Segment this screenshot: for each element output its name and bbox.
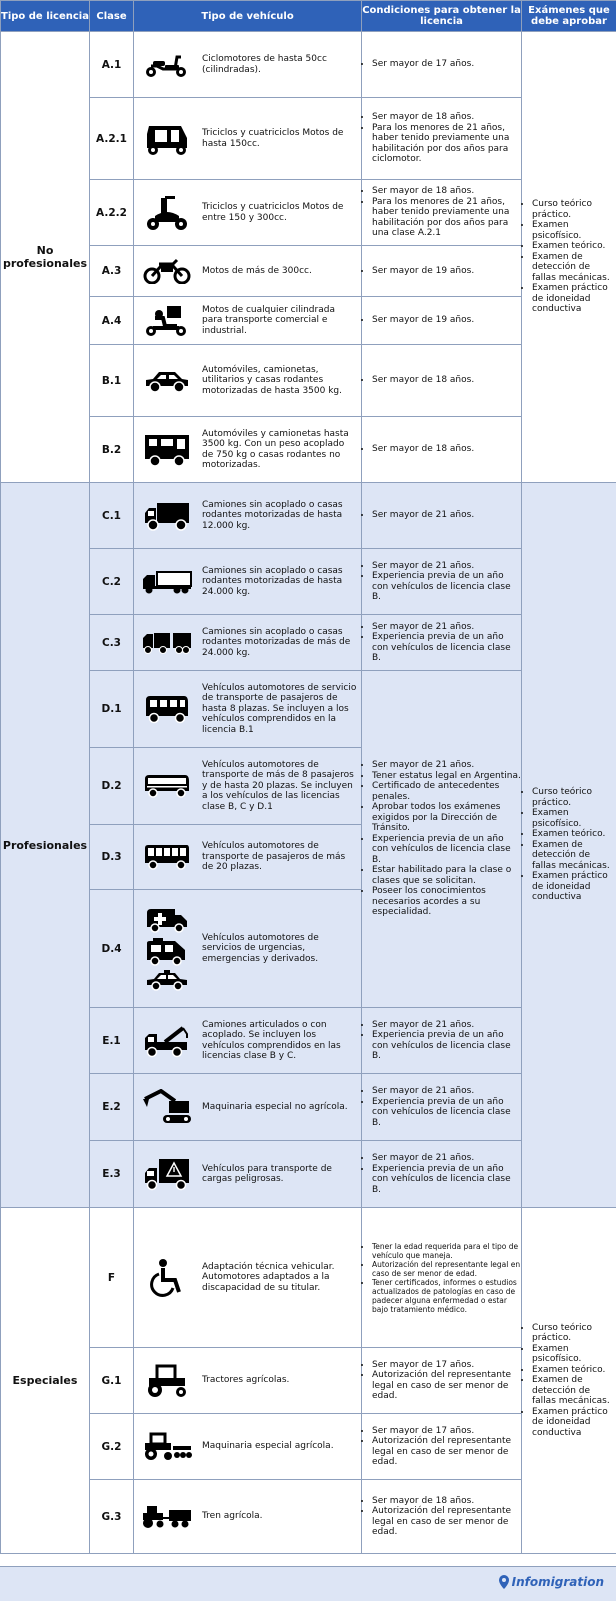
- vehicle-description: Vehículos automotores de servicio de transporte de pasajeros de hasta 8 plazas. Se incluyen a los vehículos comprendidos en la licencia B.1: [194, 683, 361, 736]
- condition-item: • Ser mayor de 19 años.: [372, 266, 521, 277]
- condition-item: • Ser mayor de 21 años.: [372, 1086, 521, 1097]
- emergency-van-icon: [145, 936, 189, 966]
- condition-item: • Ser mayor de 17 años.: [372, 59, 521, 70]
- class-code: G.2: [90, 1414, 134, 1480]
- vehicle-description: Triciclos y cuatriciclos Motos de hasta 150cc.: [194, 128, 361, 149]
- condition-item: • Experiencia previa de un año con vehículos de licencia clase B.: [372, 1164, 521, 1196]
- condition-item: • Autorización del representante legal en caso de ser menor de edad.: [372, 1260, 521, 1278]
- condition-item: • Ser mayor de 21 años.: [372, 1153, 521, 1164]
- vehicle-description: Vehículos automotores de servicios de urgencias, emergencias y derivados.: [194, 933, 361, 965]
- vehicle-description: Camiones sin acoplado o casas rodantes motorizadas de hasta 24.000 kg.: [194, 566, 361, 598]
- tractor-icon: [140, 1364, 194, 1398]
- conditions-list: [362, 59, 521, 70]
- conditions-list: [362, 186, 521, 239]
- van-icon: [140, 694, 194, 724]
- condition-item: • Ser mayor de 19 años.: [372, 315, 521, 326]
- vehicle-description: Tren agrícola.: [194, 1511, 267, 1522]
- exam-item: • Curso teórico práctico.: [532, 787, 616, 808]
- class-code: A.2.2: [90, 180, 134, 246]
- truck-trailer-icon: [140, 630, 194, 656]
- conditions-list: [362, 315, 521, 326]
- tuk-tuk-icon: [140, 122, 194, 156]
- condition-item: • Ser mayor de 18 años.: [372, 186, 521, 197]
- exam-item: • Examen de detección de fallas mecánicas.: [532, 252, 616, 284]
- class-code: D.4: [90, 890, 134, 1008]
- license-type-label: No profesionales: [1, 32, 90, 483]
- class-code: E.1: [90, 1008, 134, 1074]
- class-code: C.3: [90, 615, 134, 671]
- brand-name: Infomigration: [512, 1575, 604, 1589]
- vehicle-description: Motos de cualquier cilindrada para transporte comercial e industrial.: [194, 305, 361, 337]
- footer: [0, 1566, 616, 1601]
- condition-item: • Ser mayor de 21 años.: [372, 561, 521, 572]
- class-code: C.2: [90, 549, 134, 615]
- group-especiales: [1, 1208, 616, 1554]
- hazmat-truck-icon: [140, 1157, 194, 1191]
- group-no-profesionales: [1, 32, 616, 483]
- condition-item: • Ser mayor de 21 años.: [372, 622, 521, 633]
- exam-item: • Examen práctico de idoneidad conductiva: [532, 871, 616, 903]
- car-icon: [140, 368, 194, 394]
- truck-icon: [140, 501, 194, 531]
- class-code: B.1: [90, 345, 134, 417]
- condition-item: • Ser mayor de 21 años.: [372, 1020, 521, 1031]
- vehicle-description: Maquinaria especial agrícola.: [194, 1441, 338, 1452]
- conditions-list: [362, 1020, 521, 1062]
- exams-list: [522, 1323, 616, 1439]
- condition-item: • Ser mayor de 18 años.: [372, 444, 521, 455]
- exam-item: • Curso teórico práctico.: [532, 199, 616, 220]
- condition-item: • Experiencia previa de un año con vehículos de licencia clase B.: [372, 1097, 521, 1129]
- vehicle-description: Vehículos para transporte de cargas peligrosas.: [194, 1164, 361, 1185]
- conditions-list: [362, 1153, 521, 1195]
- exam-item: • Examen de detección de fallas mecánicas.: [532, 840, 616, 872]
- condition-item: • Autorización del representante legal en caso de ser menor de edad.: [372, 1506, 521, 1538]
- condition-item: • Ser mayor de 18 años.: [372, 375, 521, 386]
- conditions-list: [362, 112, 521, 165]
- class-code: A.2.1: [90, 98, 134, 180]
- condition-item: • Ser mayor de 17 años.: [372, 1360, 521, 1371]
- header-vehicle: Tipo de vehículo: [134, 1, 362, 32]
- header-class: Clase: [90, 1, 134, 32]
- farm-train-icon: [140, 1504, 194, 1530]
- header-row: [1, 1, 616, 32]
- condition-item: • Experiencia previa de un año con vehículos de licencia clase B.: [372, 632, 521, 664]
- condition-item: • Ser mayor de 21 años.: [372, 510, 521, 521]
- exam-item: • Examen psicofísico.: [532, 808, 616, 829]
- semi-truck-icon: [140, 569, 194, 595]
- exam-item: • Curso teórico práctico.: [532, 1323, 616, 1344]
- license-type-label: Profesionales: [1, 483, 90, 1208]
- group-profesionales: [1, 483, 616, 1208]
- header-type: Tipo de licencia: [1, 1, 90, 32]
- bus-icon: [140, 843, 194, 871]
- class-code: E.3: [90, 1141, 134, 1208]
- conditions-list: [362, 444, 521, 455]
- vehicle-description: Maquinaria especial no agrícola.: [194, 1102, 352, 1113]
- condition-item: • Ser mayor de 18 años.: [372, 112, 521, 123]
- exam-item: • Examen de detección de fallas mecánicas.: [532, 1375, 616, 1407]
- conditions-list: [362, 622, 521, 664]
- conditions-list: [362, 760, 521, 918]
- class-code: D.2: [90, 748, 134, 825]
- class-code: A.4: [90, 297, 134, 345]
- class-code: A.1: [90, 32, 134, 98]
- moped-icon: [140, 51, 194, 79]
- vehicle-description: Automóviles, camionetas, utilitarios y casas rodantes motorizadas de hasta 3500 kg.: [194, 365, 361, 397]
- vehicle-description: Ciclomotores de hasta 50cc (cilindradas).: [194, 54, 361, 75]
- minibus-icon: [140, 773, 194, 799]
- condition-item: • Tener la edad requerida para el tipo de vehículo que maneja.: [372, 1242, 521, 1260]
- exam-item: • Examen psicofísico.: [532, 1344, 616, 1365]
- condition-item: • Para los menores de 21 años, haber tenido previamente una habilitación por dos años para ciclomotor.: [372, 123, 521, 165]
- exam-item: • Examen práctico de idoneidad conductiva: [532, 1407, 616, 1439]
- class-code: D.3: [90, 825, 134, 890]
- condition-item: • Ser mayor de 17 años.: [372, 1426, 521, 1437]
- farm-machinery-icon: [140, 1432, 194, 1462]
- condition-item: • Autorización del representante legal en caso de ser menor de edad.: [372, 1370, 521, 1402]
- condition-item: • Experiencia previa de un año con vehículos de licencia clase B.: [372, 834, 521, 866]
- vehicle-description: Camiones articulados o con acoplado. Se incluyen los vehículos comprendidos en las licencias clase B y C.: [194, 1020, 361, 1062]
- conditions-list: [362, 1496, 521, 1538]
- vehicle-description: Camiones sin acoplado o casas rodantes motorizadas de hasta 12.000 kg.: [194, 500, 361, 532]
- vehicle-description: Adaptación técnica vehicular. Automotores adaptados a la discapacidad de su titular.: [194, 1262, 361, 1294]
- conditions-list: [362, 375, 521, 386]
- class-code: F: [90, 1208, 134, 1348]
- conditions-list: [362, 1360, 521, 1402]
- license-type-label: Especiales: [1, 1208, 90, 1554]
- condition-item: • Ser mayor de 21 años.: [372, 760, 521, 771]
- vehicle-description: Automóviles y camionetas hasta 3500 kg. Con un peso acoplado de 750 kg o casas rodantes no motorizadas.: [194, 429, 361, 471]
- vehicle-description: Vehículos automotores de transporte de más de 8 pasajeros y de hasta 20 plazas. Se incluyen a los vehículos de las licencias clase B, C y D.1: [194, 760, 361, 813]
- conditions-list: [362, 1426, 521, 1468]
- class-code: C.1: [90, 483, 134, 549]
- condition-item: • Certificado de antecedentes penales.: [372, 781, 521, 802]
- condition-item: • Experiencia previa de un año con vehículos de licencia clase B.: [372, 1030, 521, 1062]
- vehicle-description: Motos de más de 300cc.: [194, 266, 316, 277]
- condition-item: • Autorización del representante legal en caso de ser menor de edad.: [372, 1436, 521, 1468]
- exams-list: [522, 199, 616, 315]
- exam-item: • Examen psicofísico.: [532, 220, 616, 241]
- condition-item: • Tener estatus legal en Argentina.: [372, 771, 521, 782]
- condition-item: • Para los menores de 21 años, haber tenido previamente una habilitación por dos años para una clase A.2.1: [372, 197, 521, 239]
- class-code: D.1: [90, 671, 134, 748]
- location-pin-icon: [499, 1575, 509, 1589]
- table-row: [1, 32, 616, 98]
- conditions-list: [362, 1242, 521, 1314]
- ambulance-icon: [145, 907, 189, 933]
- exam-item: • Examen teórico.: [532, 829, 616, 840]
- class-code: B.2: [90, 417, 134, 483]
- class-code: E.2: [90, 1074, 134, 1141]
- class-code: A.3: [90, 246, 134, 297]
- condition-item: • Estar habilitado para la clase o clases que se solicitan.: [372, 865, 521, 886]
- exam-item: • Examen práctico de idoneidad conductiva: [532, 283, 616, 315]
- wheelchair-icon: [140, 1258, 194, 1298]
- exams-list: [522, 787, 616, 903]
- exam-item: • Examen teórico.: [532, 241, 616, 252]
- table-row: [1, 1208, 616, 1348]
- class-code: G.3: [90, 1480, 134, 1554]
- conditions-list: [362, 1086, 521, 1128]
- tow-truck-icon: [140, 1024, 194, 1058]
- conditions-list: [362, 510, 521, 521]
- class-code: G.1: [90, 1348, 134, 1414]
- scooter-quad-icon: [140, 194, 194, 232]
- motorcycle-icon: [140, 258, 194, 284]
- delivery-scooter-icon: [140, 304, 194, 338]
- motorhome-icon: [140, 433, 194, 467]
- brand-logo: [499, 1575, 604, 1589]
- header-exams: Exámenes que debe aprobar: [522, 1, 616, 32]
- vehicle-description: Camiones sin acoplado o casas rodantes motorizadas de más de 24.000 kg.: [194, 627, 361, 659]
- police-car-icon: [145, 969, 189, 991]
- condition-item: • Ser mayor de 18 años.: [372, 1496, 521, 1507]
- condition-item: • Experiencia previa de un año con vehículos de licencia clase B.: [372, 571, 521, 603]
- vehicle-description: Triciclos y cuatriciclos Motos de entre 150 y 300cc.: [194, 202, 361, 223]
- excavator-icon: [140, 1089, 194, 1125]
- condition-item: • Aprobar todos los exámenes exigidos por la Dirección de Tránsito.: [372, 802, 521, 834]
- condition-item: • Tener certificados, informes o estudios actualizados de patologías en caso de padecer alguna enfermedad o estar bajo tratamiento médico.: [372, 1278, 521, 1314]
- vehicle-description: Vehículos automotores de transporte de pasajeros de más de 20 plazas.: [194, 841, 361, 873]
- vehicle-description: Tractores agrícolas.: [194, 1375, 293, 1386]
- conditions-list: [362, 561, 521, 603]
- condition-item: • Poseer los conocimientos necesarios acordes a su especialidad.: [372, 886, 521, 918]
- conditions-list: [362, 266, 521, 277]
- table-row: [1, 483, 616, 549]
- header-conditions: Condiciones para obtener la licencia: [362, 1, 522, 32]
- emergency-vehicles-icon: [140, 907, 194, 991]
- exam-item: • Examen teórico.: [532, 1365, 616, 1376]
